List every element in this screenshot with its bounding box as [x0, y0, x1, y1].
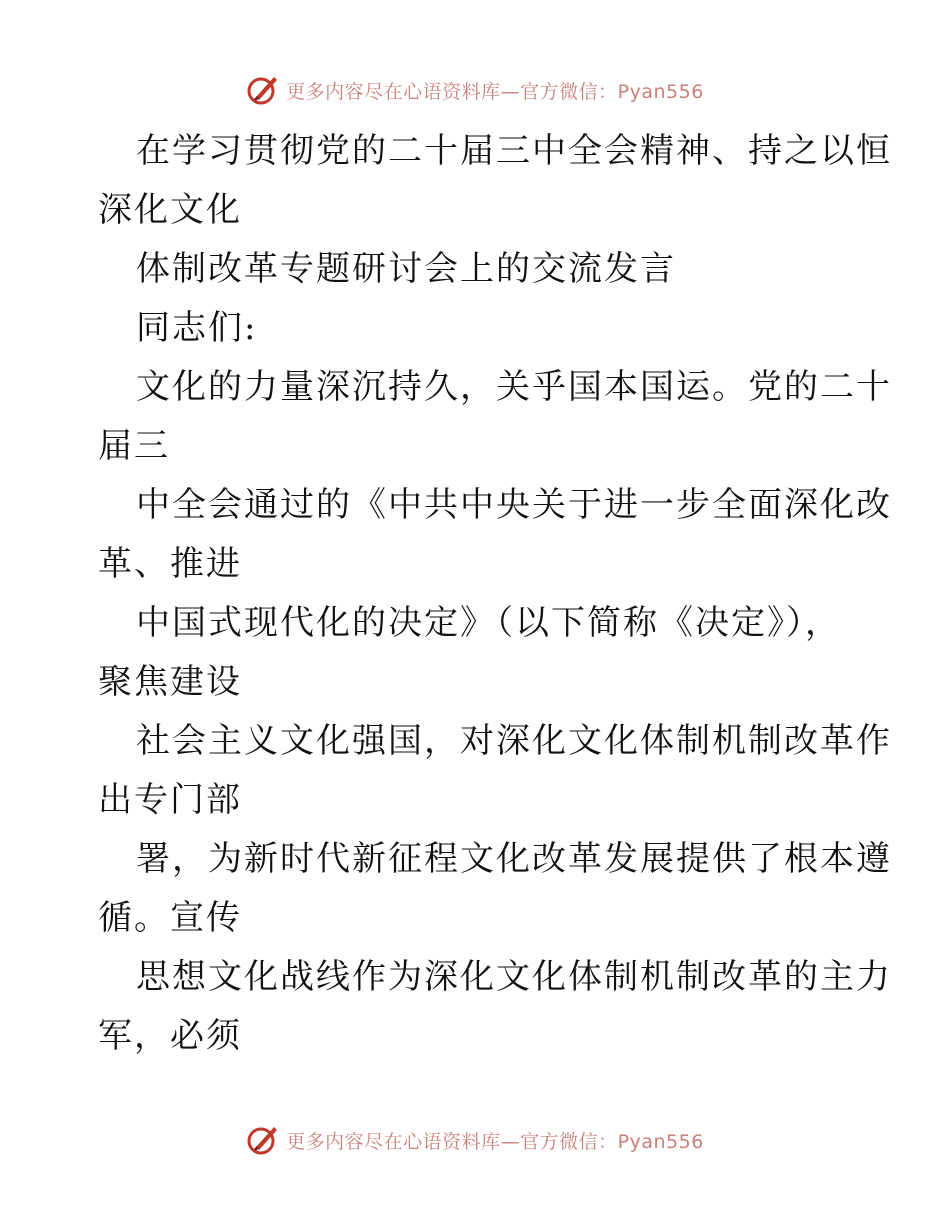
text-line: 思想文化战线作为深化文化体制机制改革的主力	[136, 957, 892, 997]
text-line: 中国式现代化的决定》（以下简称《决定》），	[136, 603, 841, 643]
header-watermark-text: 更多内容尽在心语资料库—官方微信：Pyan556	[286, 80, 704, 103]
quill-logo-icon	[246, 73, 280, 107]
text-line: 在学习贯彻党的二十届三中全会精神、持之以恒	[136, 131, 892, 171]
document-body	[98, 122, 892, 1066]
text-line: 出专门部	[98, 780, 242, 820]
text-line: 中全会通过的《中共中央关于进一步全面深化改	[136, 485, 892, 525]
footer-watermark-banner	[0, 1120, 950, 1160]
text-line: 体制改革专题研讨会上的交流发言	[136, 249, 676, 289]
header-watermark-banner	[0, 70, 950, 110]
text-line: 循。宣传	[98, 898, 242, 938]
text-line: 深化文化	[98, 190, 242, 230]
text-line: 文化的力量深沉持久，关乎国本国运。党的二十	[136, 367, 892, 407]
quill-logo-icon	[246, 1123, 280, 1157]
footer-watermark-text: 更多内容尽在心语资料库—官方微信：Pyan556	[286, 1130, 704, 1153]
text-line: 届三	[98, 426, 170, 466]
text-line: 军，必须	[98, 1016, 242, 1056]
text-line: 革、推进	[98, 544, 242, 584]
text-line: 署，为新时代新征程文化改革发展提供了根本遵	[136, 839, 892, 879]
text-line: 社会主义文化强国，对深化文化体制机制改革作	[136, 721, 892, 761]
text-line: 同志们:	[136, 308, 258, 348]
text-line: 聚焦建设	[98, 662, 242, 702]
